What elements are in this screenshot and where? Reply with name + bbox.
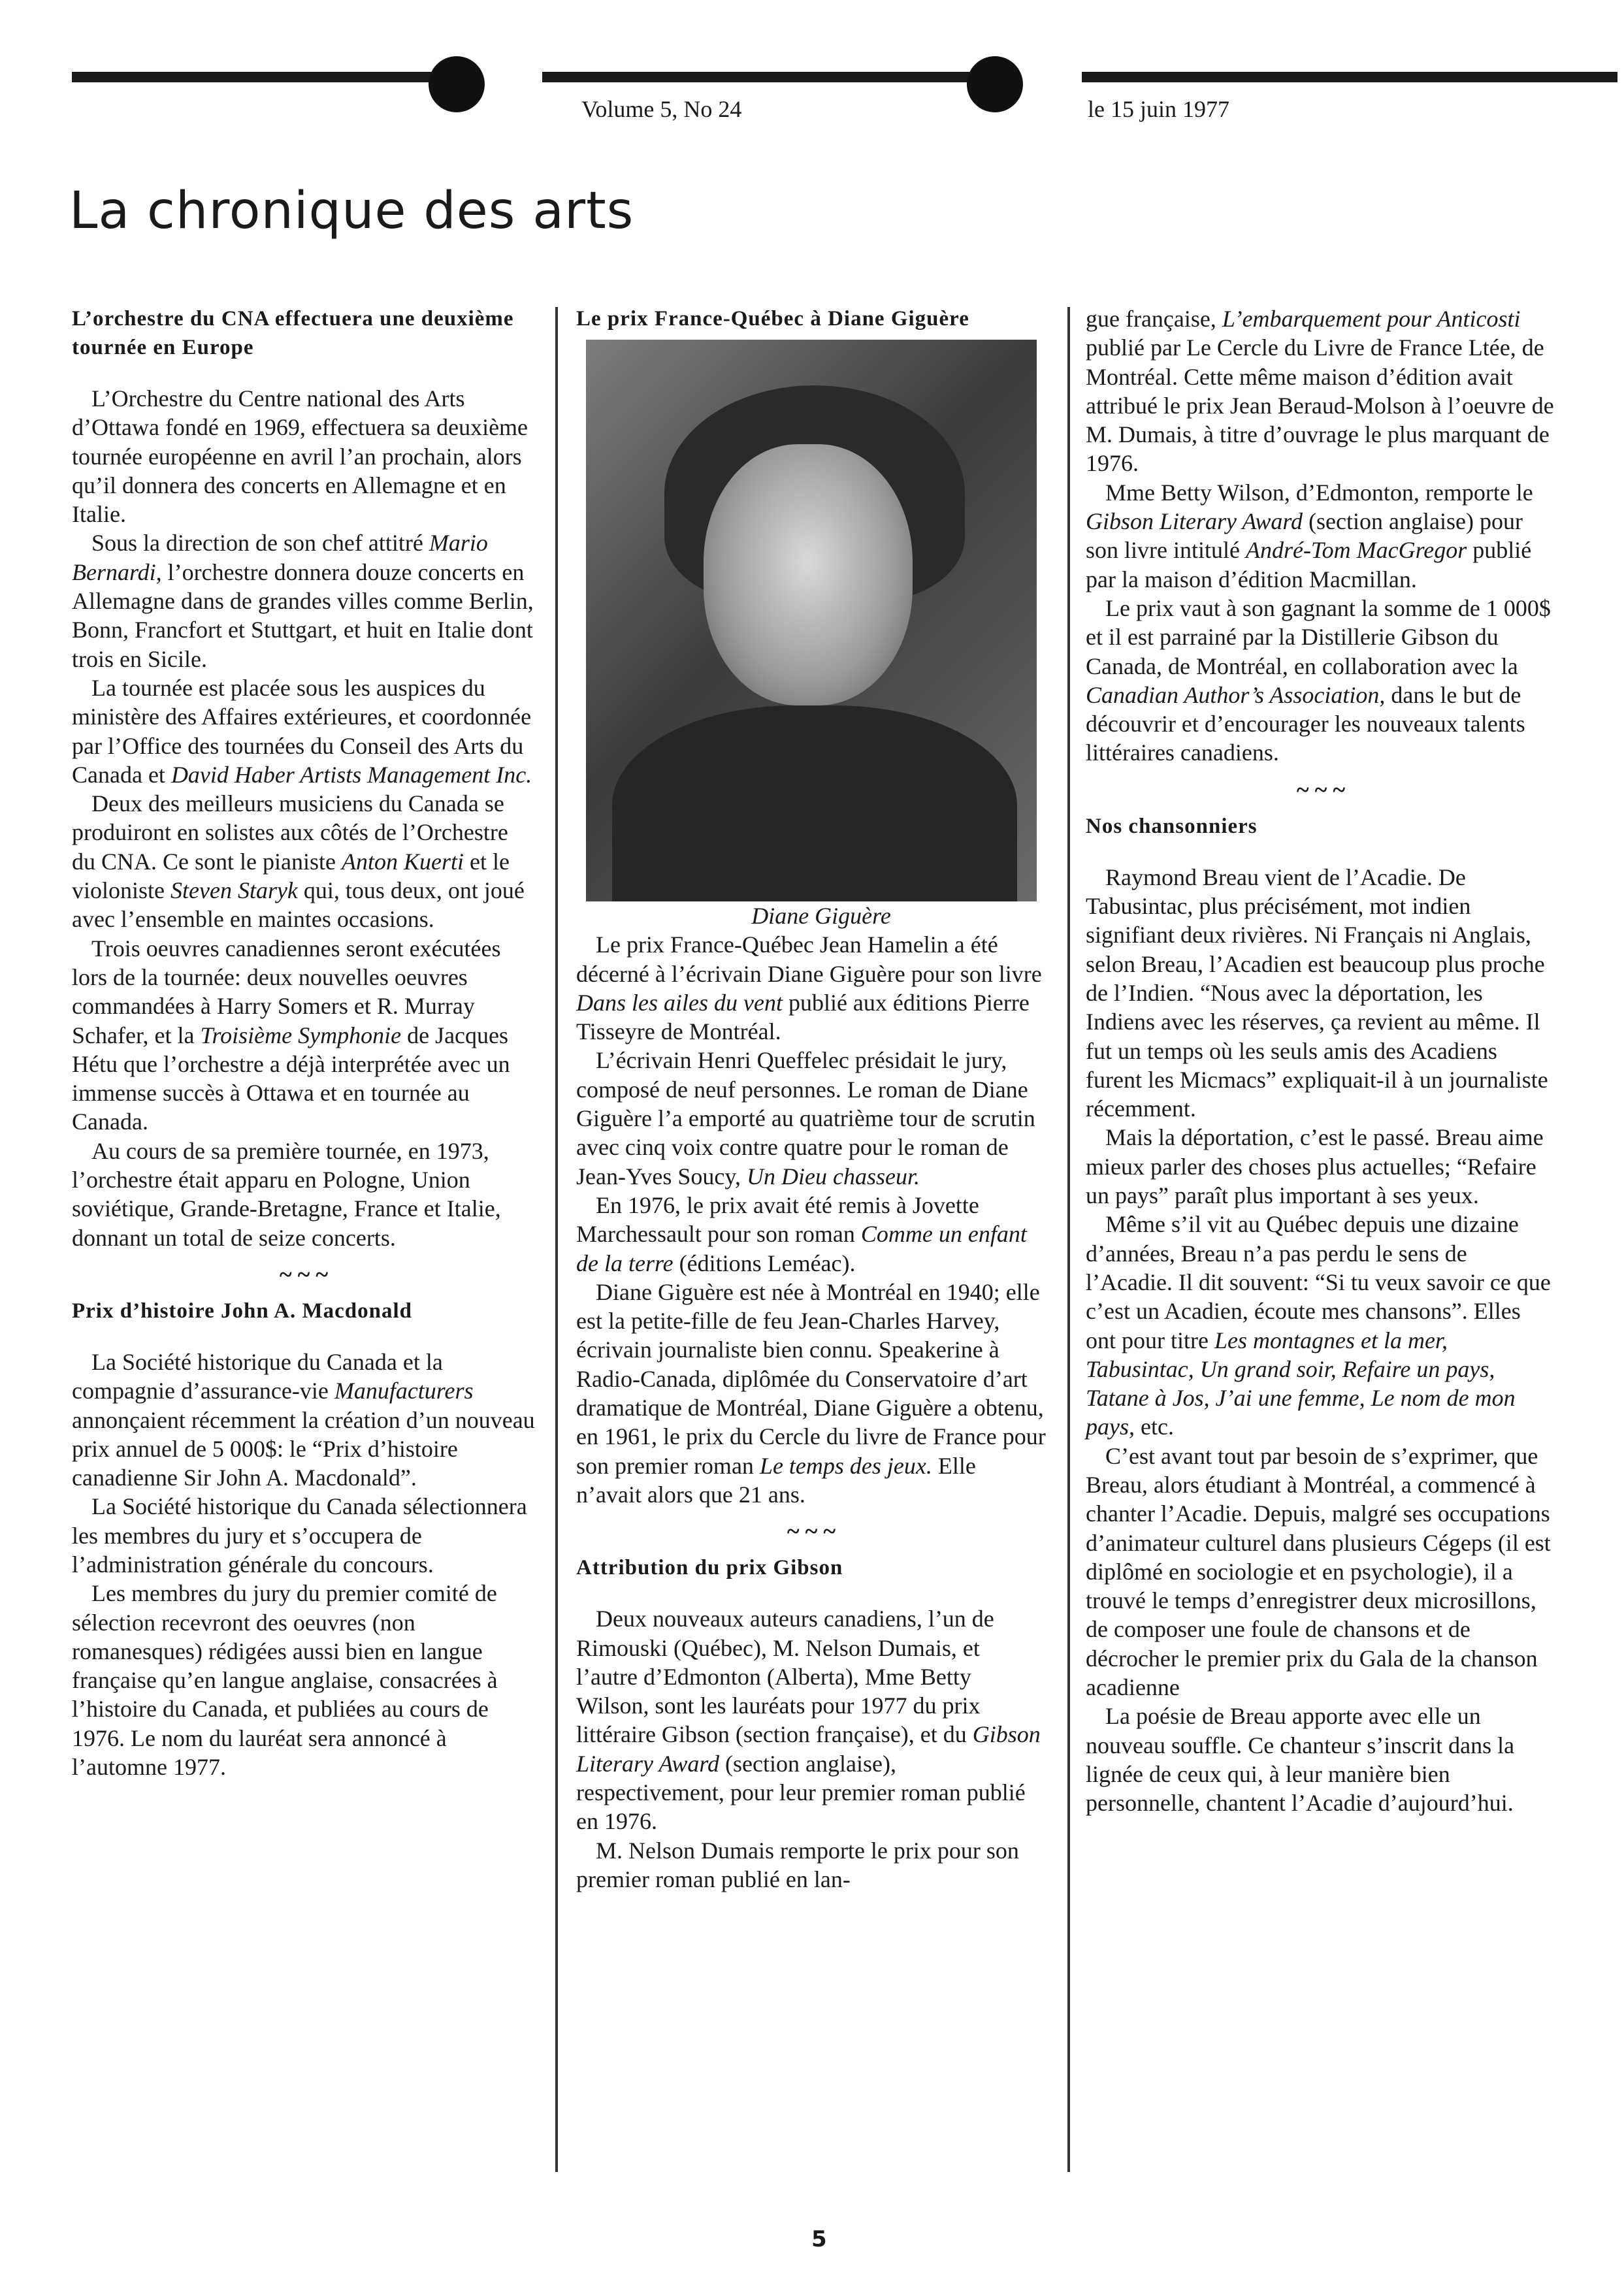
paragraph: C’est avant tout par besoin de s’exprimer, que Breau, alors étudiant à Montréal, a commencé à chanter l’Acadie. Depuis, malgré ses occupations d’animateur culturel dans plusieurs Cégeps (il est diplômé en sociologie et en psychologie), il a trouvé le temps d’enregistrer deux microsillons, de composer une foule de chansons et de décrocher le premier prix du Gala de la chanson acadienne <box>1086 1442 1551 1701</box>
column-rule-2 <box>1067 307 1070 2172</box>
section-separator: ~ ~ ~ <box>787 1518 836 1545</box>
column-rule-1 <box>555 307 558 2172</box>
article-heading-cna: L’orchestre du CNA effectuera une deuxième tournée en Europe <box>72 307 514 359</box>
paragraph: Trois oeuvres canadiennes seront exécutées lors de la tournée: deux nouvelles oeuvres commandées à Harry Somers et R. Murray Schafer, et la Troisième Symphonie de Jacques Hétu que l’orchestre a déjà interprétée avec un immense succès à Ottawa et en tournée au Canada. <box>72 935 510 1135</box>
column-3 <box>1086 304 1556 1818</box>
paragraph: Sous la direction de son chef attitré Mario Bernardi, l’orchestre donnera douze concerts en Allemagne dans de grandes villes comme Berlin, Bonn, Francfort et Stuttgart, et huit en Italie dont trois en Sicile. <box>72 530 534 672</box>
article-heading-france-quebec: Le prix France-Québec à Diane Giguère <box>576 307 969 331</box>
masthead-rule-middle <box>542 72 973 82</box>
paragraph: Raymond Breau vient de l’Acadie. De Tabusintac, plus précisément, mot indien signifiant deux rivières. Ni Français ni Anglais, selon Breau, l’Acadien est beaucoup plus proche de l’Indien. “Nous avec la déportation, les Indiens avec les réserves, ça revient au même. Il fut un temps où les seuls amis des Acadiens furent les Micmacs” expliquait-il à un journaliste récemment. <box>1086 864 1548 1122</box>
paragraph: Le prix France-Québec Jean Hamelin a été décerné à l’écrivain Diane Giguère pour son livre Dans les ailes du vent publié aux éditions Pierre Tisseyre de Montréal. <box>576 931 1042 1045</box>
paragraph: Au cours de sa première tournée, en 1973, l’orchestre était apparu en Pologne, Union soviétique, Grande-Bretagne, France et Italie, donnant un total de seize concerts. <box>72 1137 501 1251</box>
paragraph: Les membres du jury du premier comité de sélection recevront des oeuvres (non romanesques) rédigées aussi bien en langue française qu’en langue anglaise, consacrées à l’histoire du Canada, et publiées au cours de 1976. Le nom du lauréat sera annoncé à l’automne 1977. <box>72 1580 498 1781</box>
masthead-rule-left <box>72 72 451 82</box>
photo-face-shape <box>704 444 913 705</box>
photo-body-shape <box>612 705 1017 901</box>
article-heading-chansonniers: Nos chansonniers <box>1086 814 1258 838</box>
paragraph: Mais la déportation, c’est le passé. Breau aime mieux parler des choses plus actuelles; “Refaire un pays” paraît plus important à ses yeux. <box>1086 1124 1544 1209</box>
issue-volume: Volume 5, No 24 <box>581 96 742 122</box>
paragraph: Deux nouveaux auteurs canadiens, l’un de Rimouski (Québec), M. Nelson Dumais, et l’autre d’Edmonton (Alberta), Mme Betty Wilson, sont les lauréats pour 1977 du prix littéraire Gibson (section française), et du Gibson Literary Award (section anglaise), respectivement, pour leur premier roman publié en 1976. <box>576 1606 1041 1835</box>
article-heading-gibson: Attribution du prix Gibson <box>576 1556 843 1580</box>
paragraph: Le prix vaut à son gagnant la somme de 1 000$ et il est parrainé par la Distillerie Gibson du Canada, de Montréal, en collaboration avec la Canadian Author’s Association, dans le but de découvrir et d’encourager les nouveaux talents littéraires canadiens. <box>1086 594 1551 766</box>
paragraph: La Société historique du Canada et la compagnie d’assurance-vie Manufacturers annonçaient récemment la création d’un nouveau prix annuel de 5 000$: le “Prix d’histoire canadienne Sir John A. Macdonald”. <box>72 1348 535 1491</box>
paragraph: M. Nelson Dumais remporte le prix pour son premier roman publié en lan- <box>576 1837 1019 1892</box>
section-separator: ~ ~ ~ <box>1296 776 1346 803</box>
article-heading-macdonald: Prix d’histoire John A. Macdonald <box>72 1299 413 1323</box>
paragraph: gue française, L’embarquement pour Anticosti publié par Le Cercle du Livre de France Ltée, de Montréal. Cette même maison d’édition avait attribué le prix Jean Beraud-Molson à l’oeuvre de M. Dumais, à titre d’ouvrage le plus marquant de 1976. <box>1086 306 1554 477</box>
portrait-photo <box>586 340 1037 901</box>
paragraph: Mme Betty Wilson, d’Edmonton, remporte le Gibson Literary Award (section anglaise) pour son livre intitulé André-Tom MacGregor publié par la maison d’édition Macmillan. <box>1086 479 1533 592</box>
paragraph: La tournée est placée sous les auspices du ministère des Affaires extérieures, et coordonnée par l’Office des tournées du Conseil des Arts du Canada et David Haber Artists Management Inc. <box>72 674 532 788</box>
page-number: 5 <box>811 2226 827 2252</box>
masthead-dot-left <box>429 56 485 112</box>
paragraph: L’Orchestre du Centre national des Arts d’Ottawa fondé en 1969, effectuera sa deuxième tournée européenne en avril l’an prochain, alors qu’il donnera des concerts en Allemagne et en Italie. <box>72 385 528 528</box>
paragraph: La Société historique du Canada sélectionnera les membres du jury et s’occupera de l’administration générale du concours. <box>72 1493 527 1578</box>
section-separator: ~ ~ ~ <box>279 1261 329 1287</box>
masthead-dot-right <box>967 56 1023 112</box>
paragraph: Diane Giguère est née à Montréal en 1940; elle est la petite-fille de feu Jean-Charles Harvey, écrivain journaliste bien connu. Speakerine à Radio-Canada, diplômée du Conservatoire d’art dramatique de Montréal, Diane Giguère a obtenu, en 1961, le prix du Cercle du livre de France pour son premier roman Le temps des jeux. Elle n’avait alors que 21 ans. <box>576 1278 1046 1508</box>
photo-caption: Diane Giguère <box>751 903 891 929</box>
column-1 <box>72 304 536 1781</box>
paragraph: La poésie de Breau apporte avec elle un nouveau souffle. Ce chanteur s’inscrit dans la lignée de ceux qui, à leur manière bien personnelle, chantent l’Acadie d’aujourd’hui. <box>1086 1703 1515 1817</box>
paragraph: Deux des meilleurs musiciens du Canada se produiront en solistes aux côtés de l’Orchestre du CNA. Ce sont le pianiste Anton Kuerti et le violoniste Steven Staryk qui, tous deux, ont joué avec l’ensemble en maintes occasions. <box>72 790 525 933</box>
section-title: La chronique des arts <box>69 182 634 240</box>
issue-date: le 15 juin 1977 <box>1088 96 1229 122</box>
paragraph: L’écrivain Henri Queffelec présidait le jury, composé de neuf personnes. Le roman de Diane Giguère l’a emporté au quatrième tour de scrutin avec cinq voix contre quatre pour le roman de Jean-Yves Soucy, Un Dieu chasseur. <box>576 1047 1035 1190</box>
paragraph: En 1976, le prix avait été remis à Jovette Marchessault pour son roman Comme un enfant de la terre (éditions Leméac). <box>576 1191 1027 1276</box>
masthead-rule-right <box>1082 72 1617 82</box>
paragraph: Même s’il vit au Québec depuis une dizaine d’années, Breau n’a pas perdu le sens de l’Acadie. Il dit souvent: “Si tu veux savoir ce que c’est un Acadien, écoute mes chansons”. Elles ont pour titre Les montagnes et la mer, Tabusintac, Un grand soir, Refaire un pays, Tatane à Jos, J’ai une femme, Le nom de mon pays, etc. <box>1086 1211 1551 1440</box>
column-2 <box>576 304 1047 1894</box>
